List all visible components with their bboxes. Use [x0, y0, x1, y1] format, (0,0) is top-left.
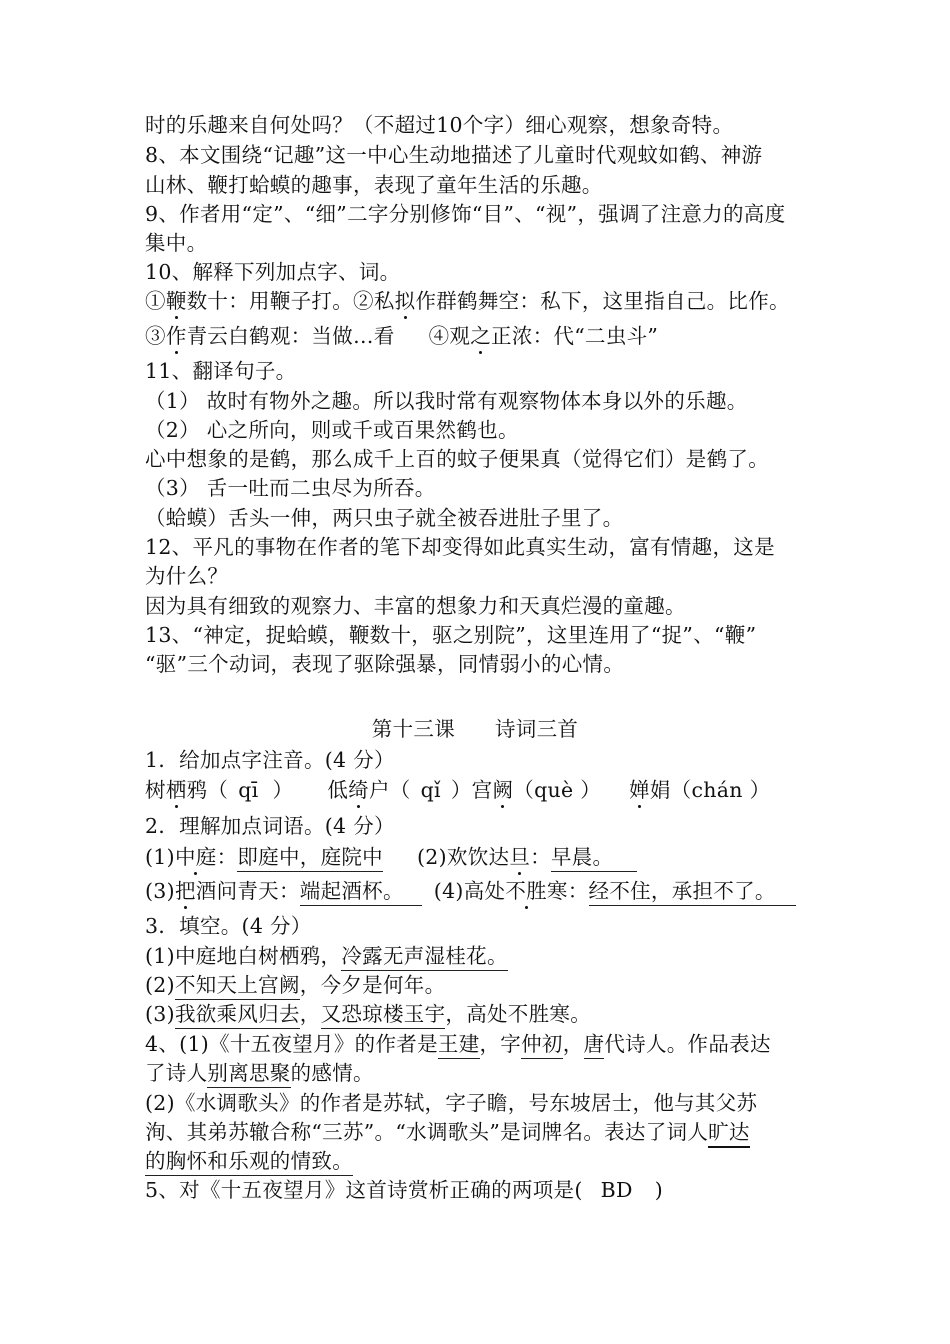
- lesson-title: 第十三课 诗词三首: [371, 717, 579, 741]
- answer-blank: 的胸怀和乐观的情致。: [145, 1149, 353, 1176]
- text-line: 为什么？: [145, 564, 229, 588]
- text-line: 时的乐趣来自何处吗？（不超过10个字）细心观察，想象奇特。: [145, 113, 734, 137]
- dotted-word: 中庭: [174, 845, 217, 869]
- dotted-char: 栖: [165, 778, 187, 802]
- dotted-word: 不胜: [505, 879, 547, 903]
- dotted-char: 拟: [394, 289, 416, 313]
- text-line: 12、平凡的事物在作者的笔下却变得如此真实生动，富有情趣，这是: [145, 535, 775, 559]
- question-heading: 2．理解加点词语。(4 分）: [145, 814, 395, 838]
- text-line: ③作青云白鹤观：当做…看 ④观之正浓：代“二虫斗”: [145, 324, 659, 348]
- dotted-char: 绮: [348, 778, 369, 802]
- text-line: 了诗人别离思聚的感情。: [145, 1058, 374, 1088]
- text-line: 洵、其弟苏辙合称“三苏”。“水调歌头”是词牌名。表达了词人旷达: [145, 1117, 750, 1147]
- answer-blank: 王建: [438, 1032, 480, 1059]
- dotted-char: 婵: [629, 778, 650, 802]
- dotted-char: 旦: [509, 845, 531, 869]
- text-line: (2)不知天上宫阙，今夕是何年。: [145, 970, 445, 1000]
- text-line: 4、(1)《十五夜望月》的作者是王建，字仲初，唐代诗人。作品表达: [145, 1029, 771, 1059]
- text-line: 树栖鸦（ qī ） 低绮户（ qǐ ）宫阙（què ） 婵娟（chán ）: [145, 778, 771, 802]
- question-heading: 1．给加点字注音。(4 分）: [145, 748, 395, 772]
- text-line: (1)中庭地白树栖鸦，冷露无声湿桂花。: [145, 941, 508, 971]
- answer-blank: 经不住，承担不了。: [589, 879, 796, 906]
- text-line: 13、“神定，捉蛤蟆，鞭数十，驱之别院”，这里连用了“捉”、“鞭”: [145, 623, 757, 647]
- dotted-char: 鞭: [165, 289, 187, 313]
- text-line: 山林、鞭打蛤蟆的趣事，表现了童年生活的乐趣。: [145, 173, 603, 197]
- text-line: ①鞭数十：用鞭子打。②私拟作群鹤舞空：私下，这里指自己。比作。: [145, 289, 790, 313]
- text-line: 心中想象的是鹤，那么成千上百的蚊子便果真（觉得它们）是鹤了。: [145, 447, 769, 471]
- answer-blank: 别离思聚: [207, 1061, 290, 1088]
- answer-blank: 即庭中，庭院中: [237, 845, 383, 872]
- text-line: （1） 故时有物外之趣。所以我时常有观察物体本身以外的乐趣。: [145, 389, 748, 413]
- answer-blank: 早晨。: [551, 845, 637, 872]
- question-heading: 10、解释下列加点字、词。: [145, 260, 401, 284]
- text-line: 5、对《十五夜望月》这首诗赏析正确的两项是( BD ): [145, 1178, 664, 1202]
- answer-blank: 我欲乘风归去: [175, 1002, 300, 1029]
- answer-blank: 又恐琼楼玉宇: [321, 1002, 446, 1029]
- text-line: 集中。: [145, 231, 208, 255]
- answer-blank: 端起酒杯。: [300, 879, 422, 906]
- text-line: (1)中庭：即庭中，庭院中 (2)欢饮达旦：早晨。: [145, 842, 637, 872]
- dotted-char: 之: [470, 324, 492, 348]
- answer-blank: 旷达: [708, 1120, 750, 1148]
- text-line: （2） 心之所向，则或千或百果然鹤也。: [145, 418, 519, 442]
- question-heading: 3．填空。(4 分）: [145, 914, 312, 938]
- text-line: “驱”三个动词，表现了驱除强暴，同情弱小的心情。: [145, 652, 625, 676]
- answer-blank: 唐: [584, 1032, 605, 1059]
- answer-value: BD: [600, 1178, 633, 1202]
- text-line: (2)《水调歌头》的作者是苏轼，字子瞻，号东坡居士，他与其父苏: [145, 1091, 758, 1115]
- text-line: (3)把酒问青天：端起酒杯。 (4)高处不胜寒：经不住，承担不了。: [145, 876, 796, 906]
- text-line: (3)我欲乘风归去，又恐琼楼玉宇，高处不胜寒。: [145, 999, 591, 1029]
- dotted-char: 把: [174, 879, 196, 903]
- answer-blank: 冷露无声湿桂花。: [341, 944, 507, 971]
- text-line: 9、作者用“定”、“细”二字分别修饰“目”、“视”，强调了注意力的高度: [145, 202, 786, 226]
- text-line: （蛤蟆）舌头一伸，两只虫子就全被吞进肚子里了。: [145, 506, 624, 530]
- dotted-char: 阙: [492, 778, 514, 802]
- text-line: [145, 1146, 353, 1176]
- text-line: 因为具有细致的观察力、丰富的想象力和天真烂漫的童趣。: [145, 594, 686, 618]
- answer-blank: 不知天上宫阙: [175, 973, 300, 1000]
- text-line: 8、本文围绕“记趣”这一中心生动地描述了儿童时代观蚊如鹤、神游: [145, 143, 763, 167]
- dotted-char: 作: [165, 324, 187, 348]
- text-line: （3） 舌一吐而二虫尽为所吞。: [145, 476, 436, 500]
- question-heading: 11、翻译句子。: [145, 359, 297, 383]
- answer-blank: 仲初: [521, 1032, 563, 1059]
